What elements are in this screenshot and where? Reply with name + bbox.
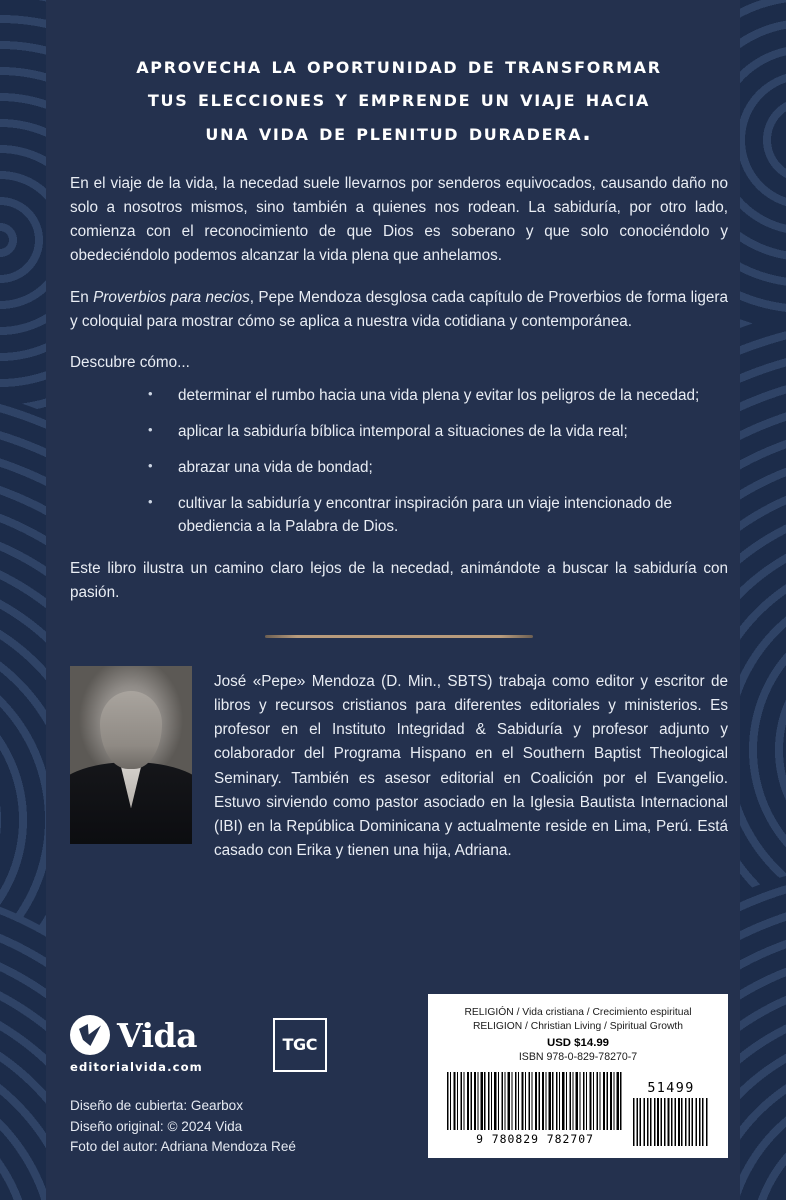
barcode-graphics bbox=[438, 1072, 718, 1146]
vida-wordmark: Vida bbox=[117, 1015, 198, 1055]
cover-credits bbox=[70, 1096, 400, 1158]
vida-logo[interactable] bbox=[70, 1015, 203, 1074]
credit-line: Diseño de cubierta: Gearbox bbox=[70, 1098, 244, 1114]
list-item: • abrazar una vida de bondad; bbox=[148, 457, 728, 480]
book-title-italic: Proverbios para necios bbox=[93, 288, 250, 306]
headline-line-3: una vida de plenitud duradera. bbox=[205, 119, 593, 146]
author-photo bbox=[70, 666, 192, 844]
price-label: USD $14.99 bbox=[546, 1037, 610, 1049]
bisac-category-spanish: RELIGIÓN / Vida cristiana / Crecimiento espiritual bbox=[464, 1006, 692, 1018]
benefits-list bbox=[70, 385, 728, 539]
vida-logo-mark-row bbox=[70, 1015, 203, 1055]
ean13-bars bbox=[447, 1072, 623, 1130]
tgc-logo[interactable] bbox=[273, 1018, 327, 1072]
headline bbox=[70, 0, 728, 150]
vida-checkmark-icon bbox=[70, 1015, 110, 1055]
ean5-addon-number: 51499 bbox=[647, 1081, 695, 1096]
credit-line: Foto del autor: Adriana Mendoza Reé bbox=[70, 1139, 296, 1155]
paragraph-intro: En el viaje de la vida, la necedad suele llevarnos por senderos equivocados, causando daño no solo a nosotros mismos, sino también a quienes nos rodean. La sabiduría, por otro lado, comienza con el reconocimiento de que Dios es soberano y que solo conociéndolo y obedeciéndolo podemos alcanzar la vida plena que anhelamos. bbox=[70, 174, 728, 265]
paragraph-suffix: , Pepe Mendoza desglosa cada capítulo de Proverbios de forma ligera y coloquial para mostrar cómo se aplica a nuestra vida cotidiana y contemporánea. bbox=[70, 288, 728, 330]
author-photo-head bbox=[100, 691, 162, 769]
barcode-card bbox=[428, 994, 728, 1158]
isbn-label: ISBN 978-0-829-78270-7 bbox=[518, 1051, 638, 1063]
headline-line-2: tus elecciones y emprende un viaje hacia bbox=[147, 86, 651, 113]
publisher-logos bbox=[70, 1015, 400, 1074]
author-section bbox=[70, 666, 728, 863]
divider bbox=[70, 635, 728, 638]
vida-website-url[interactable]: editorialvida.com bbox=[70, 1060, 203, 1075]
list-item: • cultivar la sabiduría y encontrar inspiración para un viaje intencionado de obediencia a la Palabra de Dios. bbox=[148, 493, 728, 539]
ean5-addon-barcode bbox=[633, 1081, 709, 1146]
list-item: • determinar el rumbo hacia una vida plena y evitar los peligros de la necedad; bbox=[148, 385, 728, 408]
paragraph-closing: Este libro ilustra un camino claro lejos de la necedad, animándote a buscar la sabiduría con pasión. bbox=[70, 559, 728, 601]
footer bbox=[70, 994, 728, 1158]
ean13-barcode bbox=[447, 1072, 623, 1146]
paragraph-book-description bbox=[70, 286, 728, 334]
paragraph-prefix: En bbox=[70, 288, 94, 306]
credit-line: Diseño original: © 2024 Vida bbox=[70, 1118, 243, 1134]
tgc-logo-text: TGC bbox=[282, 1035, 318, 1055]
footer-left bbox=[70, 1015, 400, 1158]
ean5-addon-bars bbox=[633, 1098, 709, 1146]
list-item: • aplicar la sabiduría bíblica intemporal a situaciones de la vida real; bbox=[148, 421, 728, 444]
author-bio: José «Pepe» Mendoza (D. Min., SBTS) trabaja como editor y escritor de libros y recursos cristianos para diferentes editoriales y ministerios. Es profesor en el Instituto Integridad & Sabiduría y profesor adjunto y colaborador del Programa Hispano en el Southern Baptist Theological Seminary. También es asesor editorial en Coalición por el Evangelio. Estuvo sirviendo como pastor asociado en la Iglesia Bautista Internacional (IBI) en la República Dominicana y actualmente reside en Lima, Perú. Está casado con Erika y tienen una hija, Adriana. bbox=[214, 672, 728, 860]
bisac-category-english: RELIGION / Christian Living / Spiritual Growth bbox=[472, 1020, 683, 1032]
divider-rule bbox=[265, 635, 533, 638]
bullets-lead-in: Descubre cómo... bbox=[70, 353, 190, 371]
headline-line-1: aprovecha la oportunidad de transformar bbox=[136, 53, 662, 79]
ean13-number: 9 780829 782707 bbox=[476, 1132, 594, 1146]
